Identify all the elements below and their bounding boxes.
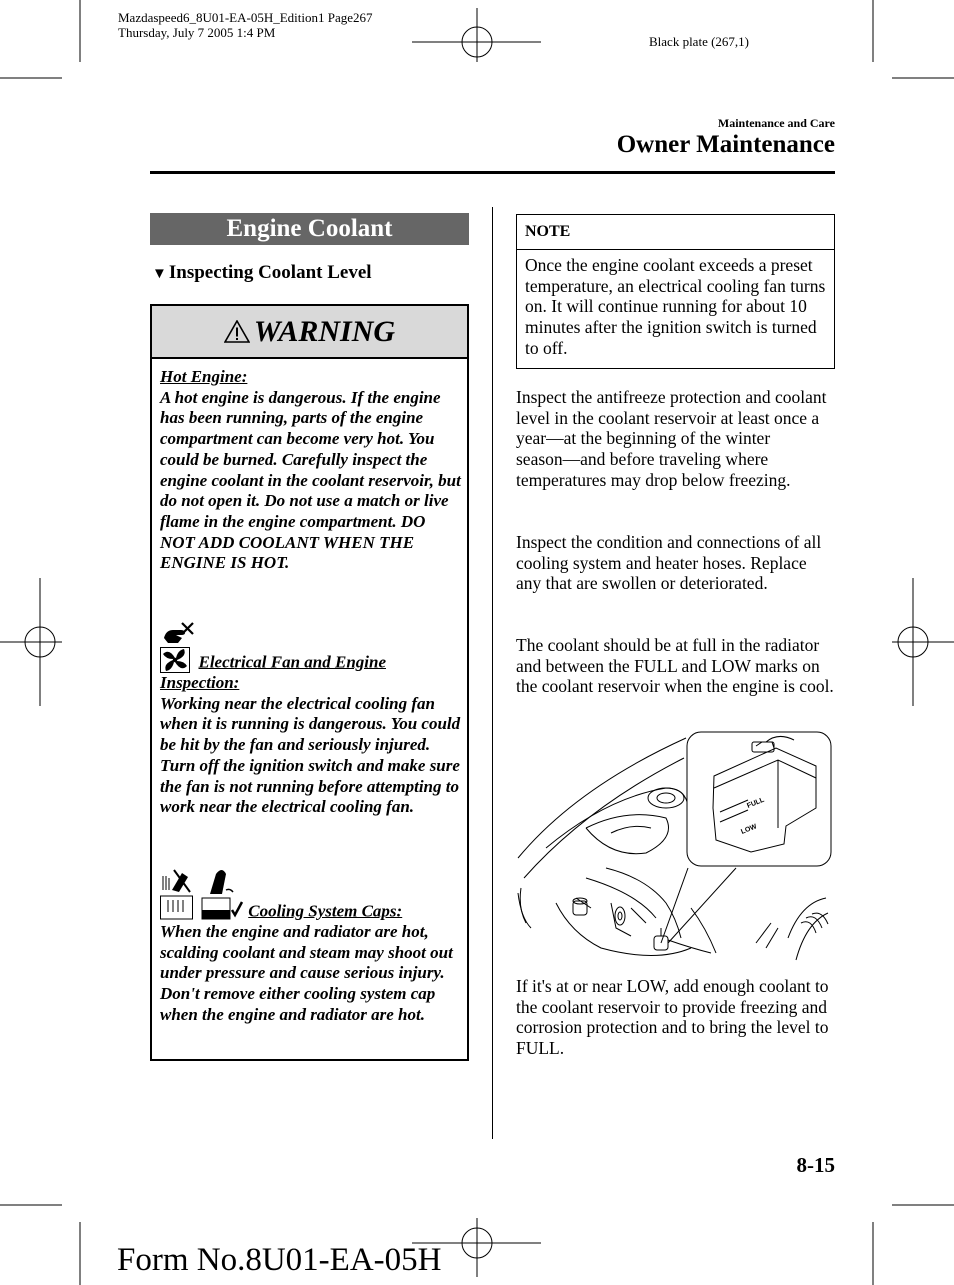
triangle-marker-icon: ▼ — [152, 266, 167, 282]
warning-item-body: A hot engine is dangerous. If the engine has been running, parts of the engine compartment can become very hot. You could be burned. Carefully inspect the engine coolant in the coolant reservoir, but do not open it. Do not use a match or live flame in the engine compartment. DO NOT ADD COOLANT WHEN THE ENGINE IS HOT. — [160, 387, 461, 573]
paragraph-hoses: Inspect the condition and connections of all cooling system and heater hoses. Replace any that are swollen or deteriorated. — [516, 532, 822, 594]
header-rule — [150, 171, 835, 174]
section-heading: Engine Coolant — [150, 213, 469, 245]
plate-label: Black plate (267,1) — [649, 34, 749, 49]
warning-title: WARNING — [253, 315, 396, 348]
print-info-date: Thursday, July 7 2005 1:4 PM — [118, 25, 276, 40]
reservoir-cap-icon — [200, 868, 244, 922]
subheading-text: Inspecting Coolant Level — [168, 262, 372, 283]
full-mark-label: FULL — [746, 796, 766, 810]
warning-header — [152, 306, 467, 359]
subheading — [152, 262, 372, 284]
column-divider — [492, 207, 493, 1139]
no-touch-hand-icon — [160, 620, 194, 646]
low-mark-label: LOW — [740, 823, 758, 836]
chapter-title: Owner Maintenance — [616, 131, 835, 158]
warning-triangle-icon — [224, 320, 250, 343]
coolant-reservoir-illustration — [516, 728, 834, 966]
page-number: 8-15 — [796, 1153, 835, 1177]
warning-item-heading: Electrical Fan and Engine Inspection: — [160, 652, 386, 692]
print-info-file: Mazdaspeed6_8U01-EA-05H_Edition1 Page267 — [118, 10, 373, 25]
section-label: Maintenance and Care — [717, 116, 835, 130]
warning-item-hot-engine — [160, 367, 462, 574]
warning-item-caps — [160, 868, 462, 1026]
form-number: Form No.8U01-EA-05H — [117, 1242, 442, 1278]
note-title: NOTE — [517, 215, 834, 250]
warning-item-fan — [160, 620, 462, 818]
paragraph-antifreeze: Inspect the antifreeze protection and coolant level in the coolant reservoir at least once a year―at the beginning of the winter season―and before traveling where temperatures may drop below freezing. — [516, 387, 827, 490]
fan-icon — [160, 647, 190, 673]
paragraph-add-coolant: If it's at or near LOW, add enough coolant to the coolant reservoir to provide freezing and corrosion protection and to bring the level to FULL. — [516, 976, 829, 1059]
warning-item-body: Working near the electrical cooling fan when it is running is dangerous. You could be hit by the fan and seriously injured. Turn off the ignition switch and make sure the fan is not running before attempting to work near the electrical cooling fan. — [160, 693, 461, 817]
print-info — [118, 10, 373, 40]
note-body: Once the engine coolant exceeds a preset temperature, an electrical cooling fan turns on. It will continue running for about 10 minutes after the ignition switch is turned to off. — [525, 255, 826, 358]
warning-item-heading: Hot Engine: — [160, 367, 248, 386]
radiator-cap-icon — [160, 868, 196, 922]
warning-box — [150, 304, 469, 1061]
warning-item-heading: Cooling System Caps: — [248, 901, 403, 921]
note-box — [516, 214, 835, 369]
paragraph-coolant-level: The coolant should be at full in the radiator and between the FULL and LOW marks on the coolant reservoir when the engine is cool. — [516, 635, 834, 697]
warning-item-body: When the engine and radiator are hot, scalding coolant and steam may shoot out under pressure and cause serious injury. Don't remove either cooling system cap when the engine and radiator are hot. — [160, 922, 453, 1024]
